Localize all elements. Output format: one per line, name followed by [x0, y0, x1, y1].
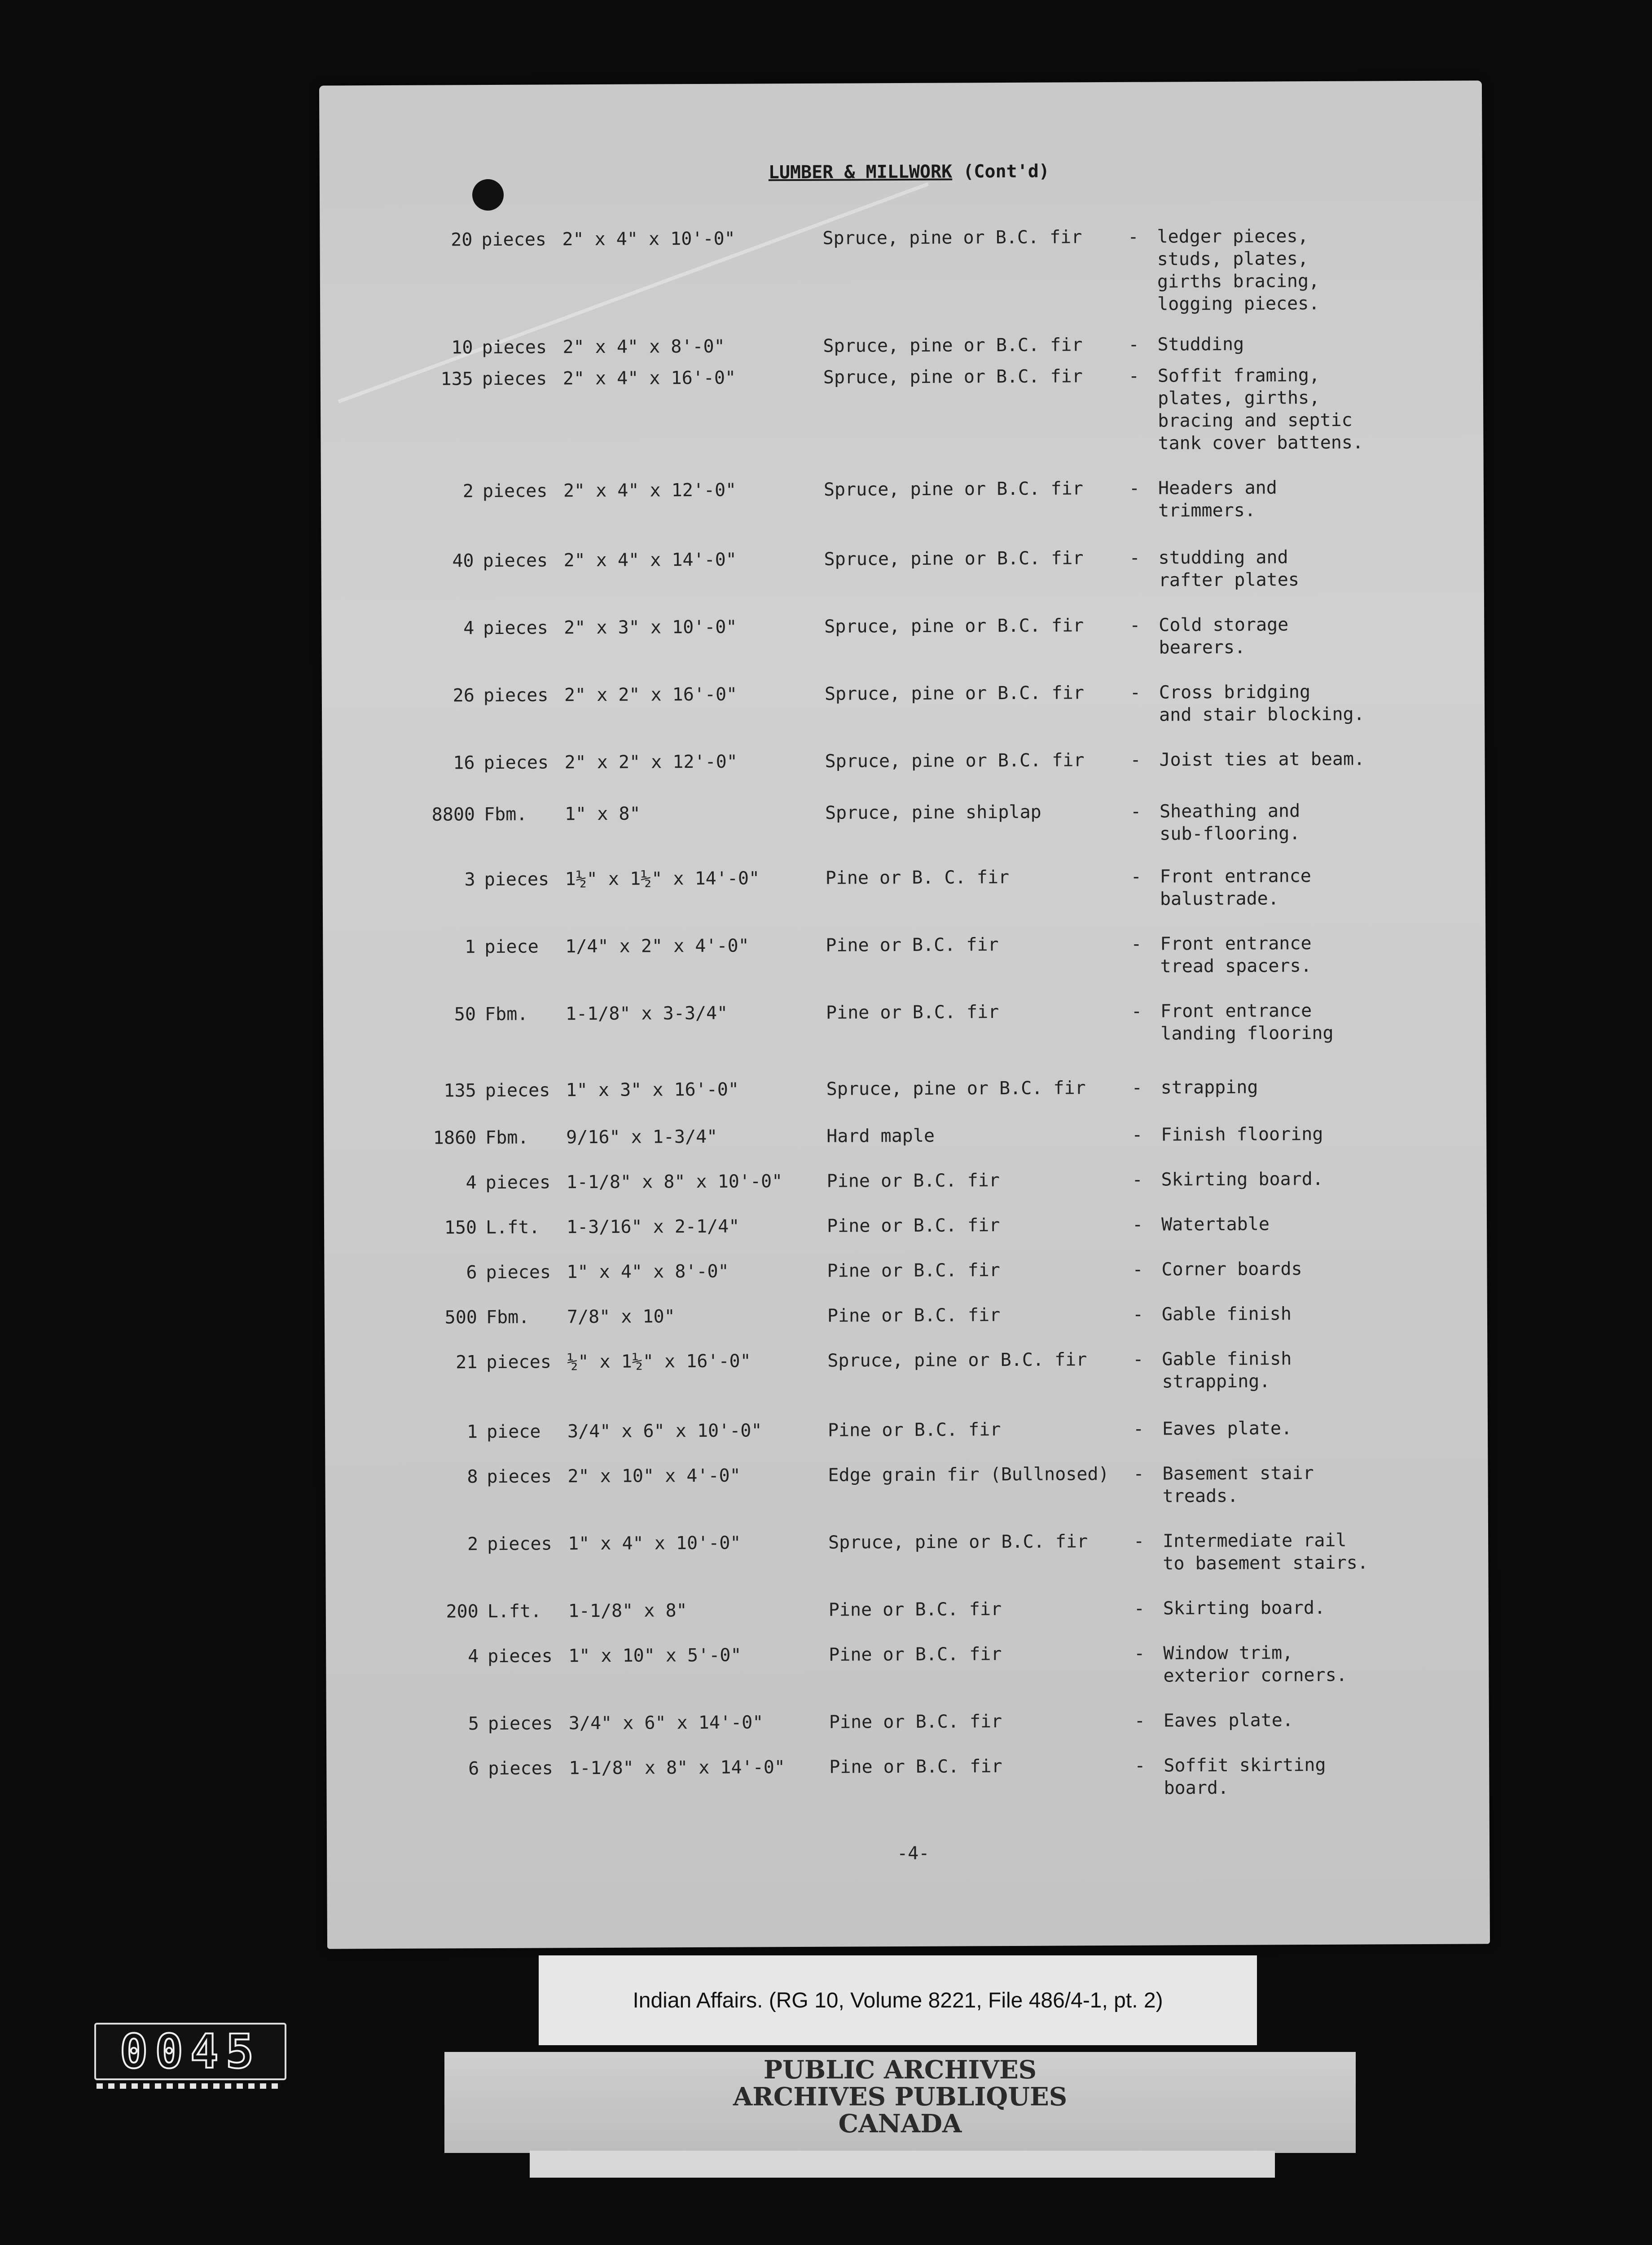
row-size: 1/4" x 2" x 4'-0" — [565, 935, 749, 957]
row-dash: - — [1132, 1124, 1143, 1145]
list-row — [326, 1753, 1489, 1799]
row-size: 9/16" x 1-3/4" — [566, 1126, 718, 1148]
list-row — [326, 1641, 1489, 1686]
row-material: Pine or B.C. fir — [827, 1260, 1000, 1281]
row-use: Gable finish — [1161, 1303, 1292, 1325]
list-row — [321, 545, 1484, 591]
row-unit: pieces — [488, 1713, 553, 1734]
row-unit: pieces — [482, 480, 548, 502]
archives-line-3: CANADA — [838, 2109, 962, 2139]
row-use: Skirting board. — [1161, 1168, 1323, 1190]
row-use: Eaves plate. — [1163, 1710, 1293, 1731]
row-quantity: 40 — [452, 550, 474, 572]
row-size: 2" x 4" x 14'-0" — [563, 549, 737, 571]
archives-stamp — [620, 2056, 1181, 2137]
list-row — [325, 1416, 1488, 1443]
source-label — [539, 1955, 1257, 2045]
list-row — [324, 1122, 1486, 1149]
row-use: Studding — [1157, 334, 1244, 355]
row-dash: - — [1129, 615, 1141, 636]
row-dash: - — [1129, 547, 1140, 568]
row-unit: pieces — [484, 869, 549, 890]
row-size: 3/4" x 6" x 14'-0" — [568, 1712, 764, 1734]
row-unit: L.ft. — [487, 1601, 542, 1622]
row-size: ½" x 1½" x 16'-0" — [567, 1351, 751, 1373]
list-row — [322, 680, 1485, 726]
row-material: Pine or B.C. fir — [829, 1711, 1002, 1733]
row-unit: pieces — [483, 550, 548, 572]
lumber-list — [319, 80, 1490, 1949]
row-quantity: 21 — [456, 1352, 478, 1373]
row-material: Pine or B.C. fir — [827, 1305, 1001, 1326]
row-size: 1" x 10" x 5'-0" — [568, 1645, 742, 1667]
row-unit: pieces — [486, 1262, 551, 1283]
row-dash: - — [1132, 1169, 1143, 1190]
row-size: 1" x 4" x 8'-0" — [567, 1261, 729, 1283]
list-row — [323, 999, 1486, 1044]
row-use: Soffit framing, plates, girths, bracing and septic tank cover battens. — [1157, 365, 1364, 454]
row-dash: - — [1134, 1710, 1146, 1731]
list-row — [325, 1347, 1487, 1392]
row-size: 1" x 3" x 16'-0" — [566, 1079, 739, 1101]
row-size: 2" x 4" x 16'-0" — [562, 367, 736, 389]
heading-suffix: (Cont'd) — [952, 161, 1050, 182]
row-use: Headers and trimmers. — [1158, 477, 1277, 521]
list-row — [324, 1257, 1487, 1283]
row-use: Front entrance landing flooring — [1160, 1000, 1334, 1044]
row-use: Front entrance tread spacers. — [1160, 933, 1312, 977]
row-unit: pieces — [488, 1646, 553, 1667]
row-dash: - — [1128, 365, 1139, 387]
row-use: Cross bridging and stair blocking. — [1159, 682, 1365, 726]
row-material: Pine or B.C. fir — [829, 1756, 1002, 1778]
list-row — [323, 864, 1485, 910]
row-size: 2" x 4" x 12'-0" — [563, 480, 737, 502]
row-use: strapping — [1160, 1077, 1258, 1098]
row-quantity: 16 — [453, 753, 475, 774]
row-dash: - — [1133, 1463, 1144, 1484]
row-unit: pieces — [488, 1758, 553, 1779]
row-dash: - — [1132, 1304, 1144, 1325]
row-unit: Fbm. — [484, 1004, 528, 1025]
row-unit: pieces — [481, 229, 547, 251]
row-quantity: 4 — [463, 618, 475, 639]
row-material: Edge grain fir (Bullnosed) — [828, 1464, 1109, 1486]
document-page — [319, 80, 1490, 1949]
row-size: 1-1/8" x 8" x 14'-0" — [569, 1757, 786, 1779]
archives-line-1: PUBLIC ARCHIVES — [763, 2055, 1037, 2085]
row-use: Eaves plate. — [1162, 1418, 1292, 1439]
list-row — [321, 612, 1484, 658]
row-size: 1" x 4" x 10'-0" — [568, 1532, 741, 1554]
list-row — [325, 1461, 1488, 1507]
archives-stamp-base — [530, 2151, 1275, 2178]
row-size: 2" x 10" x 4'-0" — [567, 1465, 741, 1487]
row-use: Sheathing and sub-flooring. — [1159, 801, 1301, 845]
row-unit: pieces — [487, 1533, 552, 1555]
row-size: 1-1/8" x 8" x 10'-0" — [566, 1171, 783, 1193]
row-dash: - — [1129, 682, 1141, 703]
row-quantity: 8 — [467, 1466, 478, 1488]
row-dash: - — [1128, 334, 1139, 355]
row-quantity: 6 — [468, 1758, 479, 1779]
frame-counter-value: 0045 — [119, 2024, 261, 2079]
row-quantity: 5 — [468, 1713, 479, 1734]
heading-title: LUMBER & MILLWORK — [768, 161, 953, 183]
row-dash: - — [1131, 933, 1142, 955]
list-row — [322, 799, 1485, 845]
list-row — [325, 1302, 1487, 1328]
row-dash: - — [1134, 1598, 1145, 1619]
row-dash: - — [1133, 1418, 1144, 1439]
list-row — [324, 1167, 1487, 1193]
row-size: 1½" x 1½" x 14'-0" — [565, 868, 760, 890]
row-unit: Fbm. — [486, 1307, 530, 1328]
row-size: 2" x 2" x 16'-0" — [564, 684, 738, 706]
row-size: 2" x 4" x 8'-0" — [562, 336, 725, 358]
list-row — [321, 475, 1484, 521]
row-unit: pieces — [483, 685, 549, 706]
row-material: Spruce, pine or B.C. fir — [823, 335, 1083, 357]
list-row — [326, 1708, 1489, 1734]
row-size: 7/8" x 10" — [567, 1306, 675, 1328]
row-unit: pieces — [482, 368, 547, 390]
row-use: Soffit skirting board. — [1164, 1754, 1326, 1799]
row-size: 1-3/16" x 2-1/4" — [566, 1216, 740, 1238]
row-size: 2" x 3" x 10'-0" — [564, 616, 737, 638]
row-quantity: 8800 — [431, 804, 475, 825]
row-unit: pieces — [485, 1172, 551, 1193]
row-unit: pieces — [487, 1466, 552, 1488]
row-use: Corner boards — [1161, 1259, 1302, 1280]
row-use: Gable finish strapping. — [1162, 1348, 1292, 1392]
row-dash: - — [1134, 1755, 1146, 1776]
row-material: Spruce, pine or B.C. fir — [824, 615, 1084, 637]
row-material: Spruce, pine or B.C. fir — [823, 478, 1083, 500]
row-use: Finish flooring — [1161, 1123, 1323, 1145]
row-quantity: 135 — [440, 369, 473, 390]
row-use: Cold storage bearers. — [1159, 614, 1289, 658]
row-unit: pieces — [482, 337, 547, 358]
row-size: 1-1/8" x 8" — [568, 1600, 687, 1622]
row-material: Spruce, pine or B.C. fir — [827, 1349, 1087, 1371]
row-material: Spruce, pine shiplap — [825, 801, 1041, 823]
row-quantity: 26 — [453, 685, 475, 706]
row-quantity: 4 — [468, 1646, 479, 1667]
row-quantity: 2 — [462, 481, 474, 502]
row-unit: L.ft. — [485, 1217, 540, 1238]
list-row — [326, 1596, 1489, 1622]
row-material: Pine or B.C. fir — [826, 1170, 1000, 1192]
row-quantity: 135 — [444, 1080, 476, 1101]
list-row — [321, 363, 1483, 454]
row-dash: - — [1130, 801, 1142, 822]
row-dash: - — [1131, 1001, 1142, 1022]
row-quantity: 20 — [451, 229, 473, 251]
row-unit: pieces — [483, 617, 548, 639]
row-material: Pine or B.C. fir — [826, 1215, 1000, 1237]
row-dash: - — [1134, 1643, 1145, 1664]
row-dash: - — [1130, 749, 1141, 770]
row-quantity: 2 — [467, 1534, 479, 1555]
row-material: Pine or B. C. fir — [825, 867, 1010, 889]
row-quantity: 1 — [465, 937, 476, 958]
row-quantity: 200 — [446, 1601, 479, 1622]
row-unit: piece — [484, 936, 539, 958]
row-material: Pine or B.C. fir — [828, 1599, 1002, 1620]
row-use: Joist ties at beam. — [1159, 748, 1365, 770]
row-material: Pine or B.C. fir — [826, 1002, 999, 1023]
row-quantity: 1 — [466, 1422, 478, 1443]
row-material: Pine or B.C. fir — [827, 1419, 1001, 1441]
row-quantity: 150 — [444, 1217, 477, 1238]
page-number: -4- — [897, 1843, 930, 1864]
row-dash: - — [1133, 1349, 1144, 1370]
row-size: 1-1/8" x 3-3/4" — [565, 1003, 728, 1025]
list-row — [320, 224, 1482, 315]
list-row — [324, 1212, 1487, 1238]
row-material: Spruce, pine or B.C. fir — [828, 1531, 1088, 1553]
row-use: Front entrance balustrade. — [1160, 866, 1311, 910]
row-quantity: 50 — [454, 1004, 476, 1025]
row-quantity: 10 — [451, 337, 473, 358]
list-row — [322, 747, 1485, 774]
film-perforation — [97, 2083, 281, 2089]
row-material: Pine or B.C. fir — [829, 1644, 1002, 1665]
row-dash: - — [1128, 226, 1139, 247]
row-unit: Fbm. — [485, 1127, 529, 1149]
row-unit: pieces — [483, 752, 549, 774]
row-dash: - — [1130, 866, 1142, 887]
list-row — [323, 931, 1485, 977]
row-dash: - — [1132, 1214, 1143, 1235]
row-use: Window trim, exterior corners. — [1163, 1642, 1347, 1686]
row-use: Intermediate rail to basement stairs. — [1163, 1530, 1368, 1574]
row-size: 2" x 2" x 12'-0" — [564, 751, 738, 773]
row-material: Spruce, pine or B.C. fir — [824, 548, 1084, 570]
row-unit: Fbm. — [483, 804, 527, 825]
list-row — [320, 332, 1483, 358]
archives-line-2: ARCHIVES PUBLIQUES — [733, 2082, 1068, 2112]
row-dash: - — [1129, 478, 1140, 499]
row-material: Spruce, pine or B.C. fir — [825, 750, 1085, 772]
row-unit: pieces — [485, 1080, 550, 1101]
row-material: Spruce, pine or B.C. fir — [822, 227, 1082, 249]
row-quantity: 4 — [466, 1172, 477, 1193]
row-dash: - — [1134, 1531, 1145, 1552]
row-quantity: 6 — [466, 1262, 477, 1283]
row-dash: - — [1131, 1077, 1142, 1098]
row-size: 1" x 8" — [564, 803, 641, 825]
list-row — [324, 1075, 1486, 1101]
row-size: 3/4" x 6" x 10'-0" — [567, 1420, 762, 1442]
row-material: Pine or B.C. fir — [826, 934, 999, 956]
row-material: Spruce, pine or B.C. fir — [824, 682, 1084, 704]
row-unit: piece — [486, 1421, 541, 1443]
row-use: Skirting board. — [1163, 1597, 1326, 1619]
row-dash: - — [1132, 1259, 1143, 1280]
microfilm-frame-counter — [94, 2023, 286, 2080]
row-quantity: 500 — [444, 1307, 478, 1328]
row-material: Spruce, pine or B.C. fir — [826, 1078, 1086, 1100]
row-material: Hard maple — [826, 1125, 935, 1147]
list-row — [325, 1528, 1488, 1574]
row-use: Watertable — [1161, 1214, 1270, 1235]
row-quantity: 3 — [464, 869, 475, 890]
row-use: ledger pieces, studs, plates, girths bracing, logging pieces. — [1157, 226, 1320, 315]
row-size: 2" x 4" x 10'-0" — [562, 228, 735, 250]
row-material: Spruce, pine or B.C. fir — [823, 366, 1083, 388]
row-unit: pieces — [486, 1351, 551, 1373]
row-use: Basement stair treads. — [1162, 1463, 1314, 1507]
source-label-text: Indian Affairs. (RG 10, Volume 8221, File 486/4-1, pt. 2) — [633, 1988, 1163, 2012]
row-use: studding and rafter plates — [1158, 547, 1299, 591]
row-quantity: 1860 — [433, 1127, 477, 1149]
